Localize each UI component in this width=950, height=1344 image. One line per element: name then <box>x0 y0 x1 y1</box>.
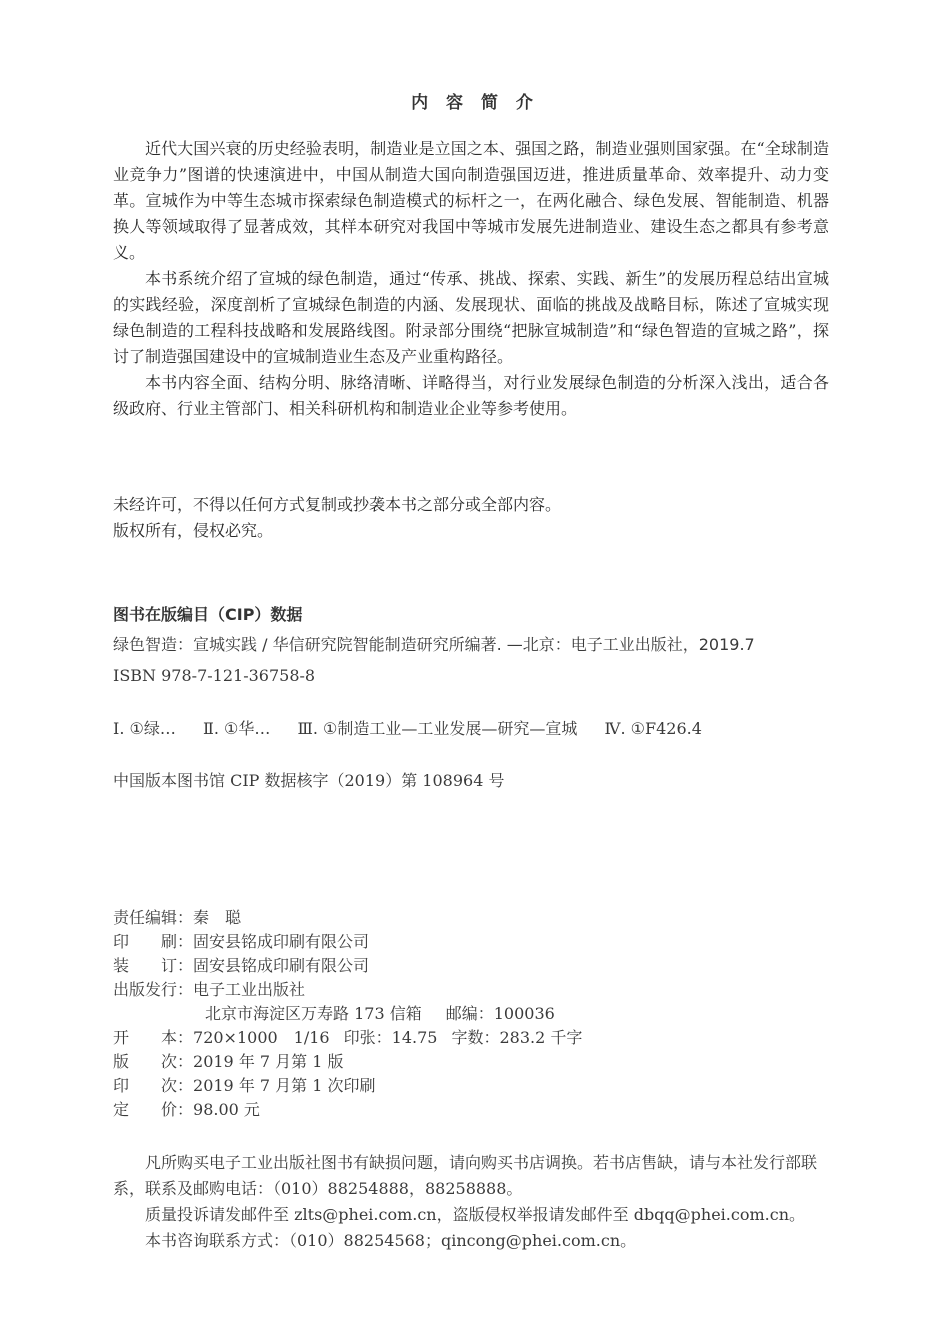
spacer <box>437 1026 451 1050</box>
classification-item: Ⅰ. ①绿… <box>113 719 176 738</box>
copyright-notice-line: 未经许可，不得以任何方式复制或抄袭本书之部分或全部内容。 <box>113 495 562 514</box>
words-value: 283.2 千字 <box>499 1028 583 1047</box>
editor-value: 秦 聪 <box>193 908 242 927</box>
impression-label: 印 次： <box>113 1076 194 1095</box>
cip-classification <box>113 716 724 739</box>
postcode-label: 邮编： <box>445 1004 494 1023</box>
footer-complaint-email: 质量投诉请发邮件至 zlts@phei.com.cn，盗版侵权举报请发邮件至 dbqq@phei.com.cn。 <box>145 1205 806 1224</box>
imprint-row-price <box>113 1098 582 1122</box>
sheets-label: 印张： <box>343 1028 392 1047</box>
edition-label: 版 次： <box>113 1052 194 1071</box>
price-value: 98.00 元 <box>193 1100 260 1119</box>
publisher-label: 出版发行： <box>113 980 194 999</box>
imprint-row-publisher <box>113 978 582 1002</box>
classification-item: Ⅲ. ①制造工业—工业发展—研究—宣城 <box>297 719 578 738</box>
imprint-row-format <box>113 1026 582 1050</box>
imprint-row-edition <box>113 1050 582 1074</box>
classification-item: Ⅳ. ①F426.4 <box>604 719 702 738</box>
format-value: 720×1000 1/16 <box>193 1028 330 1047</box>
words-label: 字数： <box>451 1028 500 1047</box>
imprint-row-printer <box>113 930 582 954</box>
book-synopsis <box>113 136 829 422</box>
cip-heading: 图书在版编目（CIP）数据 <box>113 605 303 624</box>
synopsis-paragraph: 本书内容全面、结构分明、脉络清晰、详略得当，对行业发展绿色制造的分析深入浅出，适合各级政府、行业主管部门、相关科研机构和制造业企业等参考使用。 <box>113 373 829 418</box>
footer-exchange-notice: 凡所购买电子工业出版社图书有缺损问题，请向购买书店调换。若书店售缺，请与本社发行部联系，联系及邮购电话：（010）88254888，88258888。 <box>113 1153 818 1198</box>
imprint-row-address <box>113 1002 582 1026</box>
postcode-value: 100036 <box>493 1004 555 1023</box>
publisher-address: 北京市海淀区万寿路 173 信箱 <box>205 1004 422 1023</box>
copyright-notice <box>113 492 829 544</box>
binder-label: 装 订： <box>113 956 194 975</box>
isbn: ISBN 978-7-121-36758-8 <box>113 666 316 685</box>
footer-consult-contact: 本书咨询联系方式：（010）88254568；qincong@phei.com.cn。 <box>145 1231 637 1250</box>
printer-label: 印 刷： <box>113 932 194 951</box>
publisher-value: 电子工业出版社 <box>193 980 306 999</box>
contact-footer <box>113 1150 829 1254</box>
printer-value: 固安县铭成印刷有限公司 <box>193 932 370 951</box>
editor-label: 责任编辑： <box>113 908 194 927</box>
edition-value: 2019 年 7 月第 1 版 <box>193 1052 344 1071</box>
synopsis-paragraph: 本书系统介绍了宣城的绿色制造，通过“传承、挑战、探索、实践、新生”的发展历程总结出宣城的实践经验，深度剖析了宣城绿色制造的内涵、发展现状、面临的挑战及战略目标，陈述了宣城实现绿色制造的工程科技战略和发展路线图。附录部分围绕“把脉宣城制造”和“绿色智造的宣城之路”，探讨了制造强国建设中的宣城制造业生态及产业重构路径。 <box>113 269 829 366</box>
impression-value: 2019 年 7 月第 1 次印刷 <box>193 1076 376 1095</box>
price-label: 定 价： <box>113 1100 194 1119</box>
classification-item: Ⅱ. ①华… <box>202 719 271 738</box>
cip-record: 绿色智造：宣城实践 / 华信研究院智能制造研究所编著. —北京：电子工业出版社，2019.7 <box>113 635 755 654</box>
sheets-value: 14.75 <box>391 1028 438 1047</box>
cip-verification: 中国版本图书馆 CIP 数据核字（2019）第 108964 号 <box>113 771 505 790</box>
binder-value: 固安县铭成印刷有限公司 <box>193 956 370 975</box>
spacer <box>330 1026 344 1050</box>
imprint-row-binder <box>113 954 582 978</box>
imprint-row-impression <box>113 1074 582 1098</box>
copyright-notice-line: 版权所有，侵权必究。 <box>113 521 274 540</box>
format-label: 开 本： <box>113 1028 194 1047</box>
page-title: 内 容 简 介 <box>411 93 539 113</box>
imprint-block <box>113 906 582 1122</box>
address-spacer <box>113 1002 205 1026</box>
spacer <box>422 1002 446 1026</box>
synopsis-paragraph: 近代大国兴衰的历史经验表明，制造业是立国之本、强国之路，制造业强则国家强。在“全球制造业竞争力”图谱的快速演进中，中国从制造大国向制造强国迈进，推进质量革命、效率提升、动力变革。宣城作为中等生态城市探索绿色制造模式的标杆之一，在两化融合、绿色发展、智能制造、机器换人等领域取得了显著成效，其样本研究对我国中等城市发展先进制造业、建设生态之都具有参考意义。 <box>113 139 829 262</box>
imprint-row-editor <box>113 906 582 930</box>
